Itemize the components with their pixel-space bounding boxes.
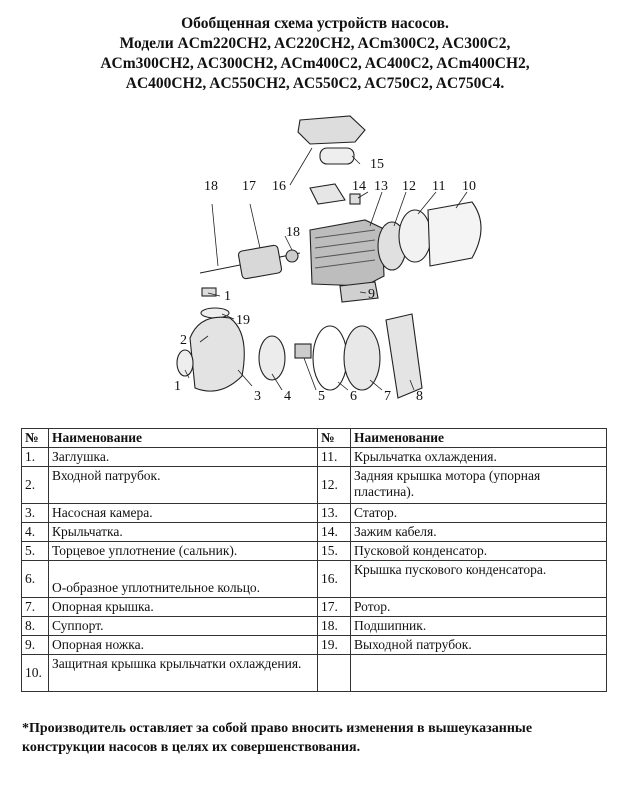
- cell-no: 1.: [22, 448, 49, 467]
- label-10: 10: [462, 179, 476, 194]
- cooling-fan: [399, 210, 431, 262]
- table-row: [22, 542, 607, 561]
- cell-name: Крышка пускового конденсатора.: [351, 561, 607, 598]
- cell-no: 9.: [22, 636, 49, 655]
- cell-name: Суппорт.: [49, 617, 318, 636]
- document-title: [0, 14, 630, 94]
- cell-name: Задняя крышка мотора (упорная пластина).: [351, 467, 607, 504]
- cell-no: 2.: [22, 467, 49, 504]
- table-row: [22, 655, 607, 692]
- label-1-bottom: 1: [174, 379, 181, 394]
- table-row: [22, 448, 607, 467]
- fan-cover: [428, 202, 481, 266]
- cell-name: [351, 655, 607, 692]
- label-12: 12: [402, 179, 416, 194]
- cell-name: Защитная крышка крыльчатки охлаждения.: [49, 655, 318, 692]
- label-18b: 18: [286, 225, 300, 240]
- cell-name: Подшипник.: [351, 617, 607, 636]
- label-18: 18: [204, 179, 218, 194]
- cell-name: Крыльчатка.: [49, 523, 318, 542]
- cell-no: 3.: [22, 504, 49, 523]
- cell-no: 16.: [318, 561, 351, 598]
- cell-no: 14.: [318, 523, 351, 542]
- outlet-port: [201, 308, 229, 318]
- label-1-top: 1: [224, 289, 231, 304]
- label-5: 5: [318, 389, 325, 404]
- label-4: 4: [284, 389, 291, 404]
- label-9: 9: [368, 287, 375, 302]
- cell-no: 7.: [22, 598, 49, 617]
- label-8: 8: [416, 389, 423, 404]
- capacitor-cover: [298, 116, 365, 144]
- header-no-2: №: [318, 429, 351, 448]
- label-17: 17: [242, 179, 256, 194]
- cell-no: 11.: [318, 448, 351, 467]
- title-line-4: AC400CH2, AC550CH2, AC550C2, AC750C2, AC750C4.: [125, 75, 505, 92]
- cell-name: Выходной патрубок.: [351, 636, 607, 655]
- label-6: 6: [350, 389, 357, 404]
- note-line-2: конструкции насосов в целях их совершенствования.: [22, 740, 361, 755]
- note-line-1: *Производитель оставляет за собой право вносить изменения в вышеуказанные: [22, 721, 533, 736]
- cell-no: 4.: [22, 523, 49, 542]
- label-2: 2: [180, 333, 187, 348]
- support-cover: [344, 326, 380, 390]
- cell-no: [318, 655, 351, 692]
- cell-name: Ротор.: [351, 598, 607, 617]
- cell-no: 5.: [22, 542, 49, 561]
- rotor: [238, 245, 282, 280]
- label-13: 13: [374, 179, 388, 194]
- cell-no: 12.: [318, 467, 351, 504]
- label-14: 14: [352, 179, 366, 194]
- cell-no: 19.: [318, 636, 351, 655]
- manufacturer-note: [22, 719, 612, 757]
- label-19: 19: [236, 313, 250, 328]
- cell-name: Опорная ножка.: [49, 636, 318, 655]
- cell-name: Торцевое уплотнение (сальник).: [49, 542, 318, 561]
- cell-name: Опорная крышка.: [49, 598, 318, 617]
- title-line-2: Модели ACm220CH2, AC220CH2, ACm300C2, AC300C2,: [119, 35, 511, 52]
- o-ring: [313, 326, 347, 390]
- table-row: [22, 636, 607, 655]
- cell-no: 13.: [318, 504, 351, 523]
- impeller: [259, 336, 285, 380]
- cell-no: 6.: [22, 561, 49, 598]
- mechanical-seal: [295, 344, 311, 358]
- bearing: [286, 250, 298, 262]
- label-15: 15: [370, 157, 384, 172]
- parts-table: [21, 428, 607, 692]
- cable-clamp: [350, 194, 360, 204]
- header-name: Наименование: [49, 429, 318, 448]
- cell-name: Статор.: [351, 504, 607, 523]
- label-7: 7: [384, 389, 391, 404]
- cell-name: Входной патрубок.: [49, 467, 318, 504]
- capacitor: [320, 148, 354, 164]
- header-no: №: [22, 429, 49, 448]
- table-row: [22, 467, 607, 504]
- cell-name: О-образное уплотнительное кольцо.: [49, 561, 318, 598]
- header-name-2: Наименование: [351, 429, 607, 448]
- table-row: [22, 598, 607, 617]
- label-16: 16: [272, 179, 286, 194]
- cell-no: 18.: [318, 617, 351, 636]
- table-header-row: [22, 429, 607, 448]
- table-row: [22, 523, 607, 542]
- cell-name: Заглушка.: [49, 448, 318, 467]
- terminal-block: [310, 184, 345, 204]
- inlet-port: [177, 350, 193, 376]
- bracket: [386, 314, 422, 398]
- title-line-1: Обобщенная схема устройств насосов.: [181, 15, 449, 32]
- cell-name: Крыльчатка охлаждения.: [351, 448, 607, 467]
- table-row: [22, 561, 607, 598]
- pump-exploded-diagram: [160, 108, 500, 408]
- cell-no: 8.: [22, 617, 49, 636]
- label-3: 3: [254, 389, 261, 404]
- cell-name: Насосная камера.: [49, 504, 318, 523]
- cell-name: Пусковой конденсатор.: [351, 542, 607, 561]
- table-row: [22, 617, 607, 636]
- title-line-3: ACm300CH2, AC300CH2, ACm400C2, AC400C2, ACm400CH2,: [100, 55, 530, 72]
- pump-chamber: [190, 317, 244, 391]
- cell-name: Зажим кабеля.: [351, 523, 607, 542]
- label-11: 11: [432, 179, 446, 194]
- cell-no: 15.: [318, 542, 351, 561]
- cell-no: 10.: [22, 655, 49, 692]
- cell-no: 17.: [318, 598, 351, 617]
- table-row: [22, 504, 607, 523]
